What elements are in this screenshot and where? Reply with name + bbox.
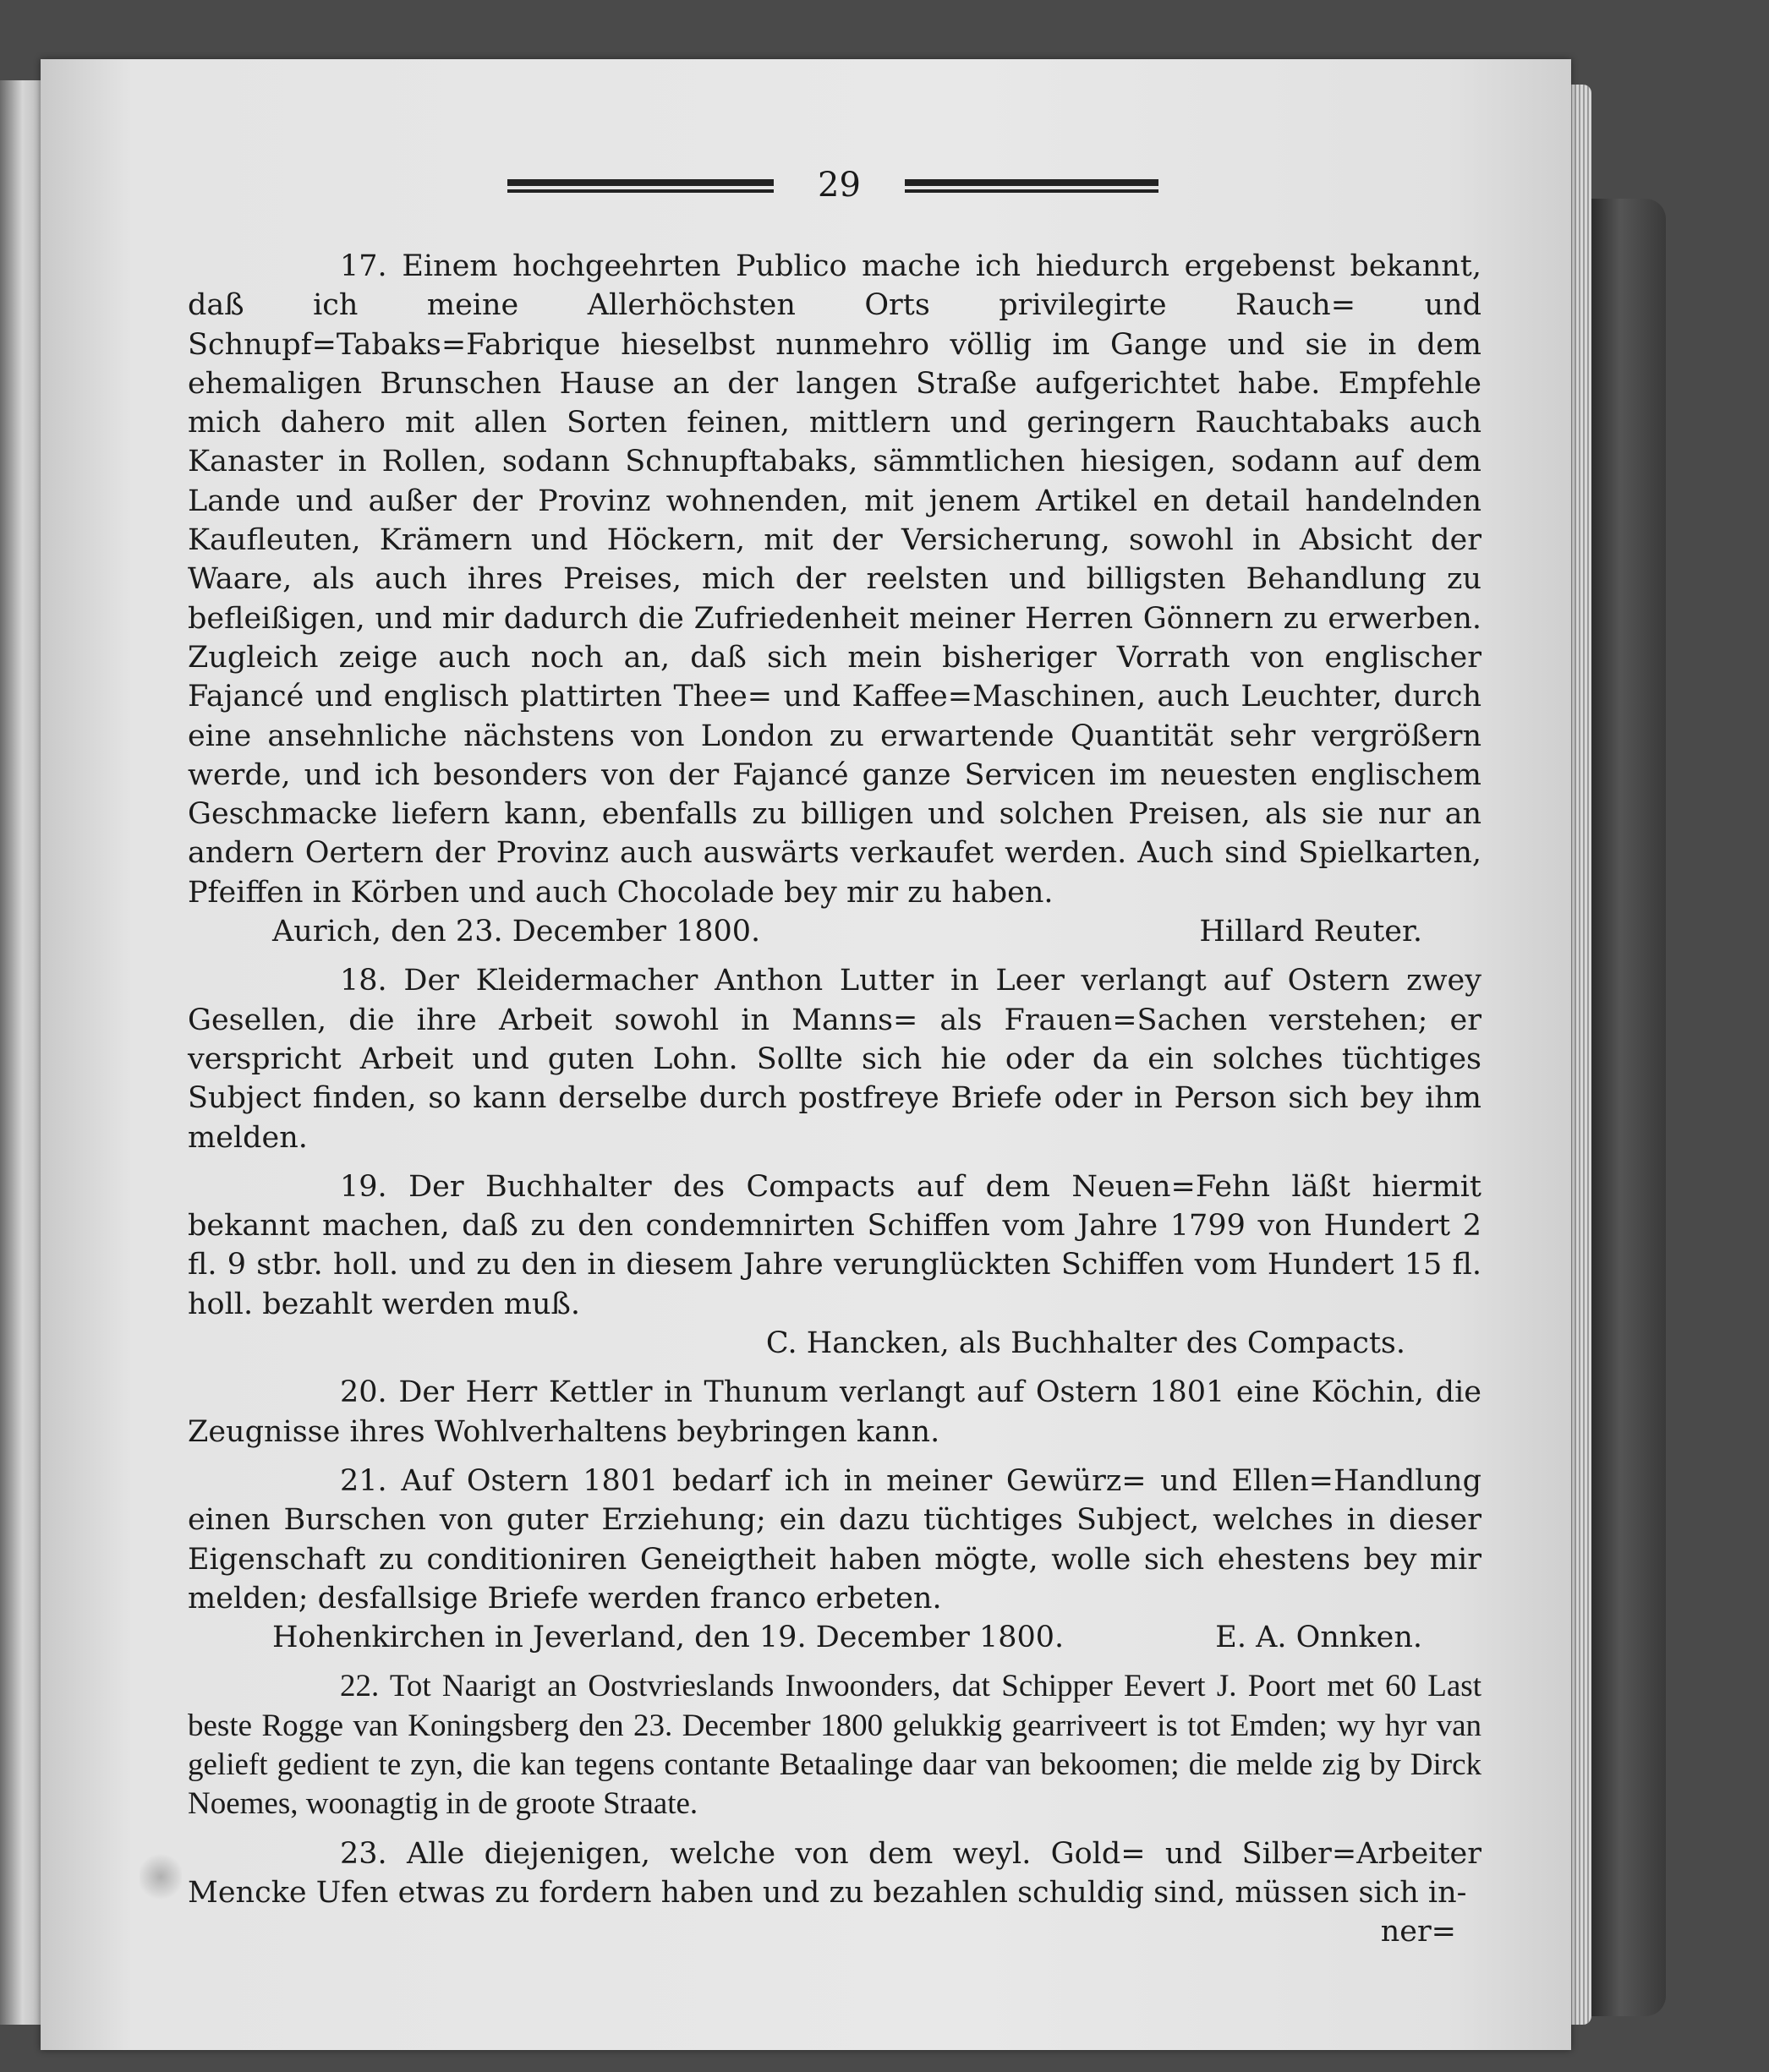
ink-smudge — [140, 1851, 182, 1902]
advertisement-17 — [188, 247, 1481, 951]
header-rule-left — [507, 179, 774, 186]
ad-text: Einem hochgeehrten Publico mache ich hiedurch ergebenst bekannt, daß ich meine Allerhöchsten Orts privilegirte Rauch= und Schnupf=Tabaks=Fabrique hieselbst nunmehro völlig im Gange und sie in dem ehemaligen Brunschen Hause an der langen Straße aufgerichtet habe. Empfehle mich dahero mit allen Sorten feinen, mittlern und geringern Rauchtabaks auch Kanaster in Rollen, sodann Schnupftabaks, sämmtlichen hiesigen, sodann auf dem Lande und außer der Provinz wohnenden, mit jenem Artikel en detail handelnden Kaufleuten, Krämern und Höckern, mit der Versicherung, sowohl in Absicht der Waare, als auch ihres Preises, mich der reelsten und billigsten Behandlung zu befleißigen, und mir dadurch die Zufriedenheit meiner Herren Gönnern zu erwerben. Zugleich zeige auch noch an, daß sich mein bisheriger Vorrath von englischer Fajancé und englisch plattirten Thee= und Kaffee=Maschinen, auch Leuchter, durch eine ansehnliche nächstens von London zu erwartende Quantität sehr vergrößern werde, und ich besonders von der Fajancé ganze Servicen im neuesten englischem Geschmacke liefern kann, ebenfalls zu billigen und solchen Preisen, als sie nur an andern Oertern der Provinz auch auswärts verkaufet werden. Auch sind Spielkarten, Pfeiffen in Körben und auch Chocolade bey mir zu haben. — [188, 249, 1481, 910]
ad-text: Der Herr Kettler in Thunum verlangt auf Ostern 1801 eine Köchin, die Zeugnisse ihres Wohlverhaltens beybringen kann. — [188, 1375, 1481, 1449]
catchword: ner= — [1380, 1915, 1456, 1949]
signature: C. Hancken, als Buchhalter des Compacts. — [765, 1326, 1405, 1361]
previous-page-edge — [0, 80, 41, 2025]
advertisement-23 — [188, 1834, 1481, 1952]
ad-paragraph — [188, 1834, 1481, 1913]
place-date: Hohenkirchen in Jeverland, den 19. December 1800. — [272, 1621, 1065, 1655]
page-number: 29 — [818, 166, 861, 205]
ad-paragraph — [188, 1373, 1481, 1451]
ad-number: 23. — [340, 1836, 387, 1871]
advertisement-21 — [188, 1462, 1481, 1657]
header-rule-right — [905, 179, 1158, 186]
advertisement-18 — [188, 961, 1481, 1156]
advertisement-19 — [188, 1167, 1481, 1363]
advertisement-20 — [188, 1373, 1481, 1451]
book-cover — [1590, 199, 1666, 2016]
advertisement-22 — [188, 1667, 1481, 1823]
ad-paragraph — [188, 961, 1481, 1156]
ad-text: Der Kleidermacher Anthon Lutter in Leer verlangt auf Ostern zwey Gesellen, die ihre Arbeit sowohl in Manns= als Frauen=Sachen verstehen; er verspricht Arbeit und guten Lohn. Sollte sich hie oder da ein solches tüchtiges Subject finden, so kann derselbe durch postfreye Briefe oder in Person sich bey ihm melden. — [188, 964, 1481, 1155]
ad-closing — [188, 912, 1481, 951]
ad-text: Tot Naarigt an Oostvrieslands Inwoonders, dat Schipper Eevert J. Poort met 60 Last beste Rogge van Koningsberg den 23. December 1800 gelukkig gearriveert is tot Emden; wy hyr van gelieft gedient te zyn, die kan tegens contante Betaalinge daar van bekoomen; die melde zig by Dirck Noemes, woonagtig in de groote Straate. — [188, 1669, 1481, 1822]
ad-number: 22. — [340, 1669, 380, 1704]
ad-text: Der Buchhalter des Compacts auf dem Neuen=Fehn läßt hiermit bekannt machen, daß zu den condemnirten Schiffen vom Jahre 1799 von Hundert 2 fl. 9 stbr. holl. und zu den in diesem Jahre verunglückten Schiffen vom Hundert 15 fl. holl. bezahlt werden muß. — [188, 1169, 1481, 1321]
ad-number: 20. — [340, 1375, 387, 1410]
ad-number: 18. — [340, 964, 387, 998]
ad-closing — [188, 1618, 1481, 1657]
ad-number: 17. — [340, 249, 387, 283]
ad-paragraph — [188, 1667, 1481, 1823]
ad-paragraph — [188, 247, 1481, 912]
ad-paragraph — [188, 1462, 1481, 1618]
ad-text: Alle diejenigen, welche von dem weyl. Gold= und Silber=Arbeiter Mencke Ufen etwas zu fordern haben und zu bezahlen schuldig sind, müssen sich in- — [188, 1836, 1481, 1910]
ad-number: 19. — [340, 1169, 387, 1204]
ad-text: Auf Ostern 1801 bedarf ich in meiner Gewürz= und Ellen=Handlung einen Burschen von guter Erziehung; ein dazu tüchtiges Subject, welches in dieser Eigenschaft zu conditioniren Geneigtheit haben mögte, wolle sich ehestens bey mir melden; desfallsige Briefe werden franco erbeten. — [188, 1463, 1481, 1616]
ad-paragraph — [188, 1167, 1481, 1324]
page-header — [507, 166, 1158, 208]
page-body — [188, 247, 1481, 1951]
ad-number: 21. — [340, 1463, 387, 1498]
signature: Hillard Reuter. — [1199, 915, 1422, 949]
place-date: Aurich, den 23. December 1800. — [272, 915, 761, 949]
signature: E. A. Onnken. — [1215, 1621, 1422, 1655]
